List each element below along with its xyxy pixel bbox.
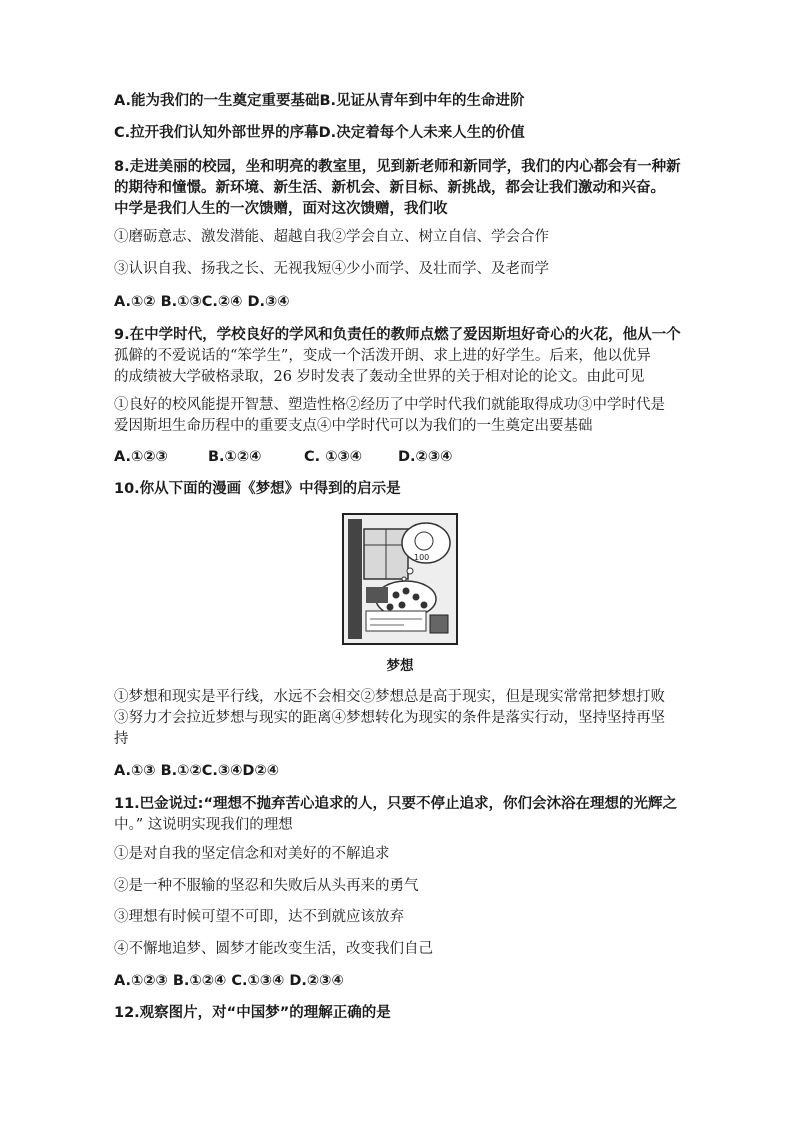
q9-stem-line-1: 9.在中学时代，学校良好的学风和负责任的教师点燃了爱因斯坦好奇心的火花，他从一个 [114,327,681,343]
q7-options-cd: C.拉开我们认知外部世界的序幕D.决定着每个人未来人生的价值 [114,125,525,141]
q9-options [114,446,674,468]
svg-text:100: 100 [414,553,430,562]
q10-items-line-1: ①梦想和现实是平行线，水远不会相交②梦想总是高于现实，但是现实常常把梦想打败 [114,689,665,705]
q9-option-c: C. ①③④ [304,449,363,465]
dream-cartoon-drawing [344,515,456,643]
q10-items-line-3: 持 [114,731,129,747]
q8-stem-line-1: 8.走进美丽的校园，坐和明亮的教室里，见到新老师和新同学，我们的内心都会有一种新 [114,159,681,175]
q9-items-line-1: ①良好的校风能提开智慧、塑造性格②经历了中学时代我们就能取得成功③中学时代是 [114,397,665,413]
q9-option-a: A.①②③ [114,449,168,465]
figure-caption: 梦想 [386,658,414,674]
q7-options-ab: A.能为我们的一生奠定重要基础B.见证从青年到中年的生命进阶 [114,93,525,109]
q11-item-3: ③理想有时候可望不可即，达不到就应该放弃 [114,909,404,925]
q8-stem-line-3: 中学是我们人生的一次馈赠，面对这次馈赠，我们收 [114,201,448,217]
q11-stem-line-1: 11.巴金说过:“理想不抛弃苦心追求的人，只要不停止追求，你们会沐浴在理想的光辉之 [114,796,678,812]
q10-stem: 10.你从下面的漫画《梦想》中得到的启示是 [114,481,401,497]
q9-option-d: D.②③④ [398,449,453,465]
q10-items-line-2: ③努力才会拉近梦想与现实的距离④梦想转化为现实的条件是落实行动，坚持坚持再坚 [114,710,665,726]
q11-item-2: ②是一种不服输的坚忍和失败后从头再来的勇气 [114,878,419,894]
q10-options: A.①③ B.①②C.③④D②④ [114,763,280,779]
q8-items-line-1: ①磨砺意志、激发潜能、超越自我②学会自立、树立自信、学会合作 [114,229,549,245]
q11-item-4: ④不懈地追梦、圆梦才能改变生活，改变我们自己 [114,941,433,957]
q9-option-b: B.①②④ [208,449,262,465]
q11-stem-line-2: 中。” 这说明实现我们的理想 [114,817,293,833]
q9-items-line-2: 爱因斯坦生命历程中的重要支点④中学时代可以为我们的一生奠定出要基础 [114,418,593,434]
q11-item-1: ①是对自我的坚定信念和对美好的不解追求 [114,846,390,862]
q9-stem-line-2: 孤僻的不爱说话的“笨学生”，变成一个活泼开朗、求上进的好学生。后来，他以优异 [114,348,651,364]
q8-stem-line-2: 的期待和憧憬。新环境、新生活、新机会、新目标、新挑战，都会让我们激动和兴奋。 [114,180,665,196]
dream-cartoon-image [342,513,458,645]
q12-stem: 12.观察图片，对“中国梦”的理解正确的是 [114,1005,391,1021]
q8-items-line-2: ③认识自我、扬我之长、无视我短④少小而学、及壮而学、及老而学 [114,261,549,277]
q9-stem-line-3: 的成绩被大学破格录取，26 岁时发表了轰动全世界的关于相对论的论文。由此可见 [114,369,645,385]
q11-options: A.①②③ B.①②④ C.①③④ D.②③④ [114,973,344,989]
q8-options: A.①② B.①③C.②④ D.③④ [114,294,290,310]
